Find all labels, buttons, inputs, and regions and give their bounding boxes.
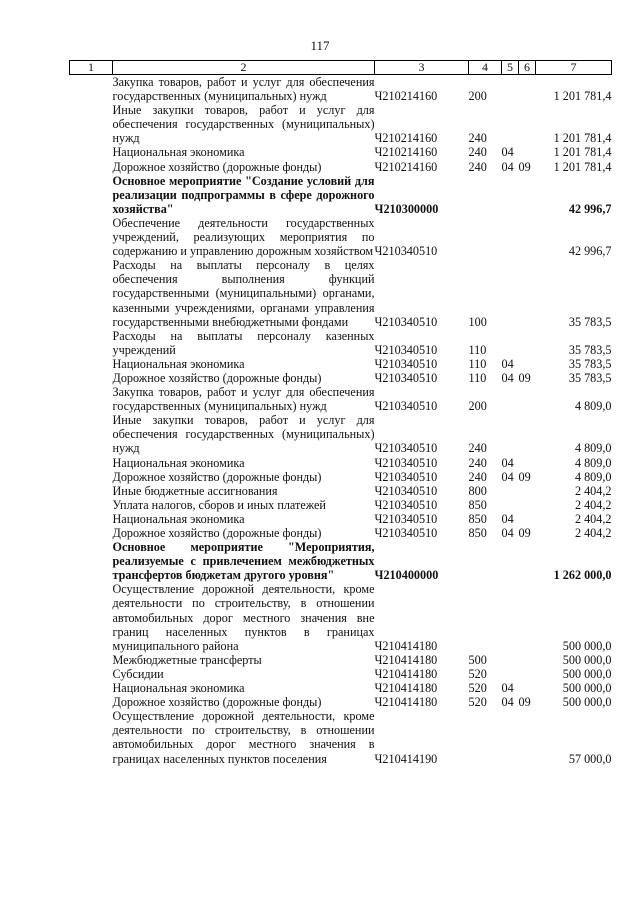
row-section-code: 04 [501,695,514,710]
row-subsection-code [519,357,536,371]
row-subsection-code: 09 [518,526,531,540]
table-row [70,174,612,216]
spacer-cell [70,667,113,681]
row-subsection-code [519,667,536,681]
row-amount: 57 000,0 [568,751,612,766]
column-header: 6 [519,61,536,75]
row-section-code [502,103,519,145]
row-subsection-code [519,456,536,470]
row-amount: 4 809,0 [574,455,612,470]
spacer-cell [70,145,113,159]
row-name: Национальная экономика [112,145,245,160]
row-name: Дорожное хозяйство (дорожные фонды) [112,159,322,174]
column-number-header [70,61,612,75]
row-amount: 1 262 000,0 [553,568,612,583]
table-row [70,258,612,328]
page-number: 117 [310,38,330,53]
spacer-cell [70,709,113,765]
row-type-code: 850 [468,526,487,540]
row-amount: 500 000,0 [562,666,612,681]
row-amount: 4 809,0 [574,399,612,414]
row-type-code [469,709,502,765]
row-section-code: 04 [501,469,514,484]
table-row [70,357,612,371]
row-name: Межбюджетные трансферты [112,652,262,667]
row-section-code: 04 [501,511,514,526]
column-header: 2 [113,61,375,75]
row-section-code: 04 [501,455,514,470]
row-name: Иные бюджетные ассигнования [112,483,278,498]
row-name: Осуществление дорожной деятельности, кроме деятельности по строительству, в отношении автомобильных дорог местного значения в границах населенных пунктов поселения [112,709,375,766]
row-name: Дорожное хозяйство (дорожные фонды) [112,526,322,540]
row-code: Ч210414190 [374,751,438,766]
row-name: Основное мероприятие "Мероприятия, реализуемые с привлечением межбюджетных трансфертов бюджетам другого уровня" [112,540,375,583]
row-subsection-code [519,75,536,104]
row-code: Ч210414180 [374,666,438,681]
table-row [70,582,612,652]
spacer-cell [70,540,113,582]
row-section-code: 04 [501,681,514,696]
column-header: 3 [375,61,469,75]
row-section-code: 04 [501,356,514,371]
row-subsection-code [519,484,536,498]
table-row [70,456,612,470]
row-section-code [502,667,519,681]
row-subsection-code [519,103,536,145]
column-header: 4 [469,61,502,75]
row-subsection-code [519,512,536,526]
row-code: Ч210214160 [374,89,438,104]
row-name: Иные закупки товаров, работ и услуг для обеспечения государственных (муниципальных) нужд [112,103,375,146]
spacer-cell [70,681,113,695]
row-subsection-code [519,216,536,258]
row-name: Национальная экономика [112,681,245,696]
row-name: Расходы на выплаты персоналу казенных учреждений [112,328,375,357]
row-amount: 2 404,2 [574,497,612,512]
row-code: Ч210214160 [374,131,438,146]
row-subsection-code [519,582,536,652]
spacer-cell [70,385,113,413]
row-amount: 500 000,0 [562,652,612,667]
row-code: Ч210214160 [374,145,438,160]
row-amount: 35 783,5 [568,314,612,329]
row-subsection-code [519,413,536,455]
column-header: 5 [502,61,519,75]
row-name: Национальная экономика [112,511,245,526]
table-row [70,160,612,174]
row-amount: 2 404,2 [574,483,612,498]
row-subsection-code: 09 [518,695,531,710]
spacer-cell [70,456,113,470]
row-section-code [502,385,519,413]
spacer-cell [70,174,113,216]
row-section-code: 04 [501,145,514,160]
row-type-code: 520 [468,695,487,710]
row-section-code: 04 [501,526,514,540]
spacer-cell [70,653,113,667]
table-row [70,145,612,159]
row-name: Национальная экономика [112,356,245,371]
row-amount: 2 404,2 [574,526,612,540]
row-name: Обеспечение деятельности государственных учреждений, реализующих мероприятия по содержанию и управлению дорожным хозяйством [112,215,375,259]
row-type-code: 240 [468,469,487,484]
table-row [70,540,612,582]
row-code: Ч210300000 [374,201,439,216]
row-section-code: 04 [501,370,514,385]
row-subsection-code [519,653,536,667]
row-name: Иные закупки товаров, работ и услуг для обеспечения государственных (муниципальных) нужд [112,413,375,456]
spacer-cell [70,526,113,540]
row-type-code: 100 [468,314,487,329]
table-row [70,103,612,145]
spacer-cell [70,371,113,385]
row-code: Ч210340510 [374,370,438,385]
table-row [70,371,612,385]
table-row [70,329,612,357]
row-name: Закупка товаров, работ и услуг для обеспечения государственных (муниципальных) нужд [112,75,375,104]
table-row [70,484,612,498]
row-subsection-code [519,385,536,413]
row-subsection-code [519,709,536,765]
row-amount: 35 783,5 [568,370,612,385]
row-code: Ч210340510 [374,342,438,357]
row-amount: 4 809,0 [574,441,612,456]
row-section-code: 04 [501,159,514,174]
row-type-code: 240 [468,455,487,470]
row-code: Ч210340510 [374,526,438,540]
row-type-code: 500 [468,652,487,667]
table-row [70,681,612,695]
row-name: Национальная экономика [112,455,245,470]
row-amount: 500 000,0 [562,638,612,653]
spacer-cell [70,498,113,512]
row-amount: 35 783,5 [568,356,612,371]
row-code: Ч210340510 [374,483,438,498]
row-code: Ч210340510 [374,356,438,371]
row-subsection-code [519,329,536,357]
row-section-code [502,216,519,258]
row-amount: 1 201 781,4 [553,159,612,174]
row-type-code [469,582,502,652]
column-header: 7 [536,61,612,75]
row-name: Субсидии [112,666,164,681]
spacer-cell [70,103,113,145]
row-section-code [502,174,519,216]
row-subsection-code: 09 [518,159,531,174]
row-type-code [469,216,502,258]
row-name: Основное мероприятие "Создание условий для реализации подпрограммы в сфере дорожного хозяйства" [112,173,375,216]
table-row [70,667,612,681]
row-type-code: 520 [468,681,487,696]
row-code: Ч210414180 [374,652,438,667]
spacer-cell [70,582,113,652]
row-code: Ч210340510 [374,497,438,512]
row-amount: 1 201 781,4 [553,89,612,104]
row-type-code: 200 [468,89,487,104]
row-name: Осуществление дорожной деятельности, кроме деятельности по строительству, в отношении автомобильных дорог местного значения вне границ населенных пунктов в границах муниципального района [112,582,375,653]
row-code: Ч210414180 [374,695,438,710]
row-code: Ч210414180 [374,681,438,696]
row-amount: 1 201 781,4 [553,131,612,146]
row-section-code [502,258,519,328]
row-name: Дорожное хозяйство (дорожные фонды) [112,695,322,710]
spacer-cell [70,216,113,258]
row-type-code: 850 [468,497,487,512]
row-amount: 42 996,7 [568,244,612,259]
row-subsection-code [519,174,536,216]
row-type-code [469,174,502,216]
row-subsection-code: 09 [518,469,531,484]
column-header: 1 [70,61,113,75]
table-row [70,470,612,484]
row-code: Ч210340510 [374,314,438,329]
spacer-cell [70,484,113,498]
row-subsection-code [519,258,536,328]
spacer-cell [70,329,113,357]
row-type-code: 240 [468,441,487,456]
row-code: Ч210214160 [374,159,438,174]
spacer-cell [70,258,113,328]
row-amount: 2 404,2 [574,511,612,526]
row-code: Ч210340510 [374,244,438,259]
row-type-code: 520 [468,666,487,681]
row-type-code [469,540,502,582]
row-subsection-code [519,145,536,159]
row-amount: 4 809,0 [574,469,612,484]
row-code: Ч210340510 [374,455,438,470]
table-row [70,385,612,413]
row-type-code: 110 [468,370,487,385]
row-type-code: 850 [468,511,487,526]
row-subsection-code [519,498,536,512]
row-name: Расходы на выплаты персоналу в целях обеспечения выполнения функций государственными (муниципальными) органами, казенными учреждениями, органами управления государственными внебюджетными фондами [112,258,375,329]
spacer-cell [70,357,113,371]
row-name: Уплата налогов, сборов и иных платежей [112,497,326,512]
row-section-code [502,75,519,104]
row-type-code: 200 [468,399,487,414]
spacer-cell [70,512,113,526]
spacer-cell [70,695,113,709]
row-code: Ч210340510 [374,469,438,484]
row-amount: 500 000,0 [562,695,612,710]
row-subsection-code [519,681,536,695]
row-code: Ч210340510 [374,441,438,456]
row-section-code [502,709,519,765]
table-row [70,498,612,512]
table-body [70,75,612,766]
row-section-code [502,413,519,455]
row-type-code: 240 [468,131,487,146]
row-type-code: 240 [468,145,487,160]
row-type-code: 110 [468,356,487,371]
table-row [70,75,612,104]
row-amount: 42 996,7 [568,201,612,216]
table-row [70,653,612,667]
row-name: Закупка товаров, работ и услуг для обеспечения государственных (муниципальных) нужд [112,385,375,414]
row-amount: 500 000,0 [562,681,612,696]
row-section-code [502,329,519,357]
row-section-code [502,498,519,512]
row-type-code: 240 [468,159,487,174]
spacer-cell [70,413,113,455]
row-code: Ч210340510 [374,399,438,414]
row-amount: 35 783,5 [568,342,612,357]
row-code: Ч210414180 [374,638,438,653]
spacer-cell [70,75,113,104]
row-section-code [502,653,519,667]
row-type-code: 800 [468,483,487,498]
row-name: Дорожное хозяйство (дорожные фонды) [112,469,322,484]
table-row [70,526,612,540]
row-amount: 1 201 781,4 [553,145,612,160]
row-type-code: 110 [468,342,487,357]
budget-table [69,60,612,766]
row-section-code [502,540,519,582]
table-row [70,709,612,765]
row-code: Ч210400000 [374,568,439,583]
row-section-code [502,582,519,652]
row-section-code [502,484,519,498]
table-row [70,216,612,258]
spacer-cell [70,160,113,174]
table-row [70,512,612,526]
table-row [70,413,612,455]
row-name: Дорожное хозяйство (дорожные фонды) [112,370,322,385]
row-subsection-code [519,540,536,582]
table-row [70,695,612,709]
row-code: Ч210340510 [374,511,438,526]
row-subsection-code: 09 [518,370,531,385]
spacer-cell [70,470,113,484]
